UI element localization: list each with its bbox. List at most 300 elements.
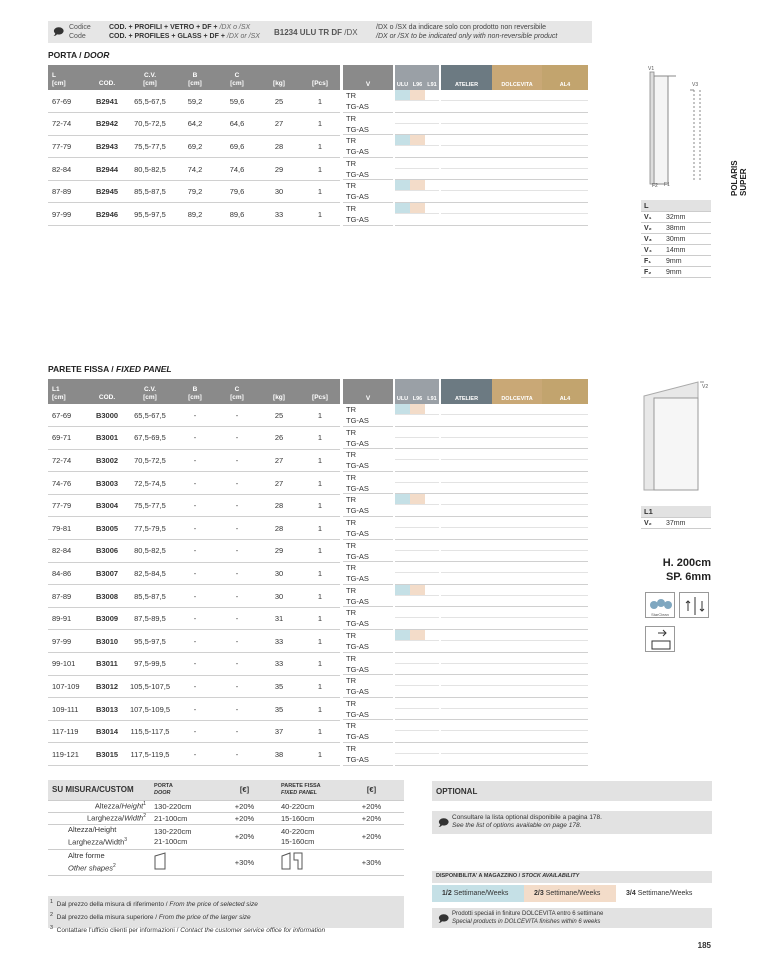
cell-cv: 65,5-67,5 [126, 404, 174, 427]
finish-swatch [542, 653, 588, 664]
cell-kg: 33 [258, 653, 300, 676]
finish-swatch [395, 135, 410, 146]
finish-swatch [542, 404, 588, 415]
finish-header-ulu: ULU [395, 65, 410, 90]
col-c: C [cm] [216, 379, 258, 404]
cell-cv: 97,5-99,5 [126, 653, 174, 676]
glass-options: TR TG-AS [343, 720, 393, 743]
finish-swatch [395, 113, 410, 124]
custom-door-head: PORTA DOOR [150, 780, 212, 800]
finish-swatch [492, 720, 542, 731]
spec-row: V₄ 14mm [641, 245, 711, 256]
spec-row: F₂ 9mm [641, 267, 711, 278]
finish-swatch [410, 743, 425, 754]
cell-cv: 107,5-109,5 [126, 698, 174, 721]
table-row [48, 158, 340, 181]
finish-swatch [542, 675, 588, 686]
finish-swatch [542, 585, 588, 596]
cell-c: 74,6 [216, 158, 258, 181]
col-c: C [cm] [216, 65, 258, 90]
finish-swatch [395, 427, 410, 438]
installation-icon [645, 626, 675, 652]
currency: [€] [212, 780, 277, 800]
cell-cod: B3002 [88, 449, 126, 472]
cell-l: 67-69 [48, 90, 88, 113]
panel-specs [641, 506, 711, 529]
spec-row: V₂ 37mm [641, 518, 711, 529]
glass-options: TR TG-AS [343, 743, 393, 766]
finish-swatch [425, 158, 439, 169]
optional-header: OPTIONAL [432, 781, 712, 801]
cell-b: 59,2 [174, 90, 216, 113]
finish-header-dolcevita: DOLCEVITA [492, 379, 542, 404]
spec-row: F₁ 9mm [641, 256, 711, 267]
glass-options: TR TG-AS [343, 135, 393, 158]
cell-pcs: 1 [300, 675, 340, 698]
finish-swatch [410, 180, 425, 191]
finish-swatch [542, 630, 588, 641]
finish-swatch [441, 517, 492, 528]
finish-swatch [395, 675, 410, 686]
cell-c: - [216, 698, 258, 721]
cell-l: 77-79 [48, 494, 88, 517]
cell-kg: 28 [258, 517, 300, 540]
finish-swatch [425, 203, 439, 214]
cell-kg: 31 [258, 607, 300, 630]
finish-swatch [410, 540, 425, 551]
cell-cod: B2946 [88, 203, 126, 226]
cell-kg: 38 [258, 743, 300, 766]
finish-swatch [425, 675, 439, 686]
table-row [48, 90, 340, 113]
finish-swatch [441, 427, 492, 438]
cell-kg: 26 [258, 427, 300, 450]
cell-l: 69-71 [48, 427, 88, 450]
finish-swatch [441, 630, 492, 641]
finish-swatch [441, 158, 492, 169]
finish-row [395, 630, 588, 653]
cell-pcs: 1 [300, 404, 340, 427]
finish-header-l96: L96 [410, 379, 425, 404]
cell-pcs: 1 [300, 113, 340, 136]
cell-pcs: 1 [300, 158, 340, 181]
svg-text:V3: V3 [692, 82, 699, 88]
cell-b: - [174, 585, 216, 608]
cell-l: 87-89 [48, 180, 88, 203]
col-v: V [343, 65, 393, 90]
cell-l: 72-74 [48, 113, 88, 136]
dolcevita-note: 🗩 Prodotti speciali in finiture DOLCEVITA entro 6 settimane Special products in DOLCEVITA finishes within 6 weeks [432, 908, 712, 928]
code-formula: COD. + PROFILI + VETRO + DF + /DX o /SX COD. + PROFILES + GLASS + DF + /DX or /SX [109, 24, 260, 40]
finish-swatch [410, 562, 425, 573]
finish-swatch [425, 472, 439, 483]
finish-swatch [410, 675, 425, 686]
finish-header-dolcevita: DOLCEVITA [492, 65, 542, 90]
custom-panel-head: PARETE FISSA FIXED PANEL [277, 780, 339, 800]
finish-row [395, 653, 588, 676]
cell-cod: B3010 [88, 630, 126, 653]
finish-swatch [395, 180, 410, 191]
custom-size-table [48, 780, 404, 876]
cell-kg: 30 [258, 180, 300, 203]
glass-options: TR TG-AS [343, 203, 393, 226]
custom-title: SU MISURA/CUSTOM [48, 780, 150, 800]
finish-swatch [425, 562, 439, 573]
finish-swatch [410, 494, 425, 505]
finish-swatch [395, 158, 410, 169]
finish-swatch [542, 449, 588, 460]
cell-cv: 117,5-119,5 [126, 743, 174, 766]
finish-row [395, 743, 588, 766]
cell-cod: B3001 [88, 427, 126, 450]
finish-swatch [395, 449, 410, 460]
finish-row [395, 607, 588, 630]
cell-l: 99-101 [48, 653, 88, 676]
finish-swatch [410, 427, 425, 438]
cell-cv: 82,5-84,5 [126, 562, 174, 585]
col-l1: L1 [cm] [48, 379, 88, 404]
svg-text:V2: V2 [702, 384, 709, 390]
cell-pcs: 1 [300, 494, 340, 517]
cell-l: 79-81 [48, 517, 88, 540]
finish-swatch [410, 607, 425, 618]
finish-swatch [410, 517, 425, 528]
glass-options: TR TG-AS [343, 630, 393, 653]
finish-swatch [395, 472, 410, 483]
finish-swatch [492, 743, 542, 754]
cell-cv: 87,5-89,5 [126, 607, 174, 630]
door-finish-grid [395, 65, 588, 226]
cell-cod: B3011 [88, 653, 126, 676]
cell-kg: 28 [258, 494, 300, 517]
finish-swatch [492, 562, 542, 573]
cell-pcs: 1 [300, 562, 340, 585]
cell-b: 79,2 [174, 180, 216, 203]
cell-b: - [174, 743, 216, 766]
finish-swatch [492, 90, 542, 101]
finish-swatch [395, 743, 410, 754]
finish-row [395, 675, 588, 698]
availability-legend: 1/2 Settimane/Weeks 2/3 Settimane/Weeks 3/4 Settimane/Weeks [432, 885, 712, 902]
spec-head: L1 [641, 506, 711, 518]
finish-swatch [441, 607, 492, 618]
trapezoid-door-shape-icon [154, 852, 166, 870]
cell-b: - [174, 720, 216, 743]
col-cod: COD. [88, 65, 126, 90]
finish-swatch [441, 404, 492, 415]
finish-swatch [542, 698, 588, 709]
finish-swatch [492, 653, 542, 664]
finish-swatch [441, 494, 492, 505]
finish-swatch [492, 698, 542, 709]
finish-row [395, 135, 588, 158]
cell-c: - [216, 720, 258, 743]
glass-options: TR TG-AS [343, 449, 393, 472]
finish-swatch [410, 698, 425, 709]
panel-finish-grid [395, 379, 588, 766]
finish-header-al4: AL4 [542, 65, 588, 90]
glass-options: TR TG-AS [343, 517, 393, 540]
cell-c: - [216, 653, 258, 676]
cell-kg: 33 [258, 630, 300, 653]
glass-options: TR TG-AS [343, 540, 393, 563]
glass-options: TR TG-AS [343, 585, 393, 608]
cell-b: - [174, 427, 216, 450]
cell-kg: 35 [258, 675, 300, 698]
finish-swatch [395, 698, 410, 709]
cell-b: 74,2 [174, 158, 216, 181]
finish-swatch [492, 158, 542, 169]
finish-swatch [542, 90, 588, 101]
table-row [48, 517, 340, 540]
cell-cv: 77,5-79,5 [126, 517, 174, 540]
svg-text:V1: V1 [648, 66, 655, 72]
cell-cv: 95,5-97,5 [126, 630, 174, 653]
cell-cv: 95,5-97,5 [126, 203, 174, 226]
cell-b: - [174, 562, 216, 585]
cell-c: - [216, 743, 258, 766]
cell-b: - [174, 494, 216, 517]
cell-c: - [216, 427, 258, 450]
finish-swatch [425, 427, 439, 438]
custom-row: Larghezza/Width$^2$ 21-100cm +20% 15-160cm +20% [48, 812, 404, 824]
cell-c: - [216, 540, 258, 563]
finish-swatch [492, 449, 542, 460]
cell-c: - [216, 562, 258, 585]
spec-row: V₂ 38mm [641, 223, 711, 234]
panel-section-title: PARETE FISSA / FIXED PANEL [48, 364, 172, 374]
finish-swatch [410, 113, 425, 124]
cell-kg: 25 [258, 404, 300, 427]
finish-row [395, 449, 588, 472]
cell-pcs: 1 [300, 427, 340, 450]
cell-c: - [216, 675, 258, 698]
cell-b: - [174, 630, 216, 653]
availability-header: DISPONIBILITA' A MAGAZZINO / STOCK AVAILABILITY [432, 871, 712, 883]
finish-swatch [441, 180, 492, 191]
cell-pcs: 1 [300, 653, 340, 676]
cell-cod: B3015 [88, 743, 126, 766]
finish-swatch [441, 203, 492, 214]
finish-swatch [492, 404, 542, 415]
cell-b: - [174, 607, 216, 630]
cell-b: - [174, 675, 216, 698]
cell-l: 82-84 [48, 158, 88, 181]
finish-swatch [492, 540, 542, 551]
finish-swatch [425, 698, 439, 709]
finish-swatch [410, 472, 425, 483]
finish-row [395, 562, 588, 585]
cell-pcs: 1 [300, 203, 340, 226]
finish-swatch [441, 562, 492, 573]
cell-b: - [174, 698, 216, 721]
finish-swatch [395, 404, 410, 415]
cell-cod: B3006 [88, 540, 126, 563]
cell-pcs: 1 [300, 472, 340, 495]
finish-swatch [395, 90, 410, 101]
cell-pcs: 1 [300, 90, 340, 113]
cell-l: 119-121 [48, 743, 88, 766]
svg-text:F1: F1 [664, 182, 670, 188]
cell-cv: 70,5-72,5 [126, 113, 174, 136]
col-pcs: [Pcs] [300, 379, 340, 404]
table-row [48, 698, 340, 721]
cell-c: - [216, 472, 258, 495]
cell-cod: B3004 [88, 494, 126, 517]
finish-swatch [542, 180, 588, 191]
finish-swatch [410, 158, 425, 169]
finish-swatch [425, 585, 439, 596]
cell-pcs: 1 [300, 743, 340, 766]
finish-swatch [492, 180, 542, 191]
finish-swatch [441, 449, 492, 460]
cell-l: 97-99 [48, 203, 88, 226]
code-note: /DX o /SX da indicare solo con prodotto non reversibile /DX or /SX to be indicated only with non-reversible product [376, 24, 558, 40]
page-number: 185 [697, 941, 711, 950]
finish-swatch [395, 203, 410, 214]
table-row [48, 494, 340, 517]
finish-swatch [425, 449, 439, 460]
table-row [48, 427, 340, 450]
cell-pcs: 1 [300, 630, 340, 653]
glass-options: TR TG-AS [343, 113, 393, 136]
table-row [48, 607, 340, 630]
cell-cv: 70,5-72,5 [126, 449, 174, 472]
cell-kg: 29 [258, 158, 300, 181]
col-pcs: [Pcs] [300, 65, 340, 90]
door-drawing [640, 62, 715, 192]
chat-note-icon: 🗩 [438, 818, 450, 829]
cell-pcs: 1 [300, 540, 340, 563]
cell-pcs: 1 [300, 517, 340, 540]
finish-row [395, 540, 588, 563]
finish-row [395, 113, 588, 136]
finish-swatch [492, 607, 542, 618]
panel-table [48, 379, 340, 766]
finish-swatch [492, 675, 542, 686]
finish-swatch [425, 720, 439, 731]
cell-l: 107-109 [48, 675, 88, 698]
cell-cod: B2943 [88, 135, 126, 158]
table-row [48, 203, 340, 226]
finish-swatch [425, 180, 439, 191]
finish-swatch [410, 653, 425, 664]
finish-swatch [425, 494, 439, 505]
finish-swatch [425, 404, 439, 415]
cell-cod: B3005 [88, 517, 126, 540]
cell-pcs: 1 [300, 585, 340, 608]
reversible-icon [679, 592, 709, 618]
cell-c: - [216, 607, 258, 630]
starclean-icon: StarClean [645, 592, 675, 618]
table-row [48, 404, 340, 427]
finish-swatch [542, 472, 588, 483]
finish-swatch [425, 653, 439, 664]
cell-c: 64,6 [216, 113, 258, 136]
code-label: Codice Code [69, 24, 91, 40]
cell-pcs: 1 [300, 607, 340, 630]
door-section-title: PORTA / DOOR [48, 50, 110, 60]
finish-swatch [395, 562, 410, 573]
finish-swatch [395, 494, 410, 505]
finish-row [395, 427, 588, 450]
finish-swatch [395, 585, 410, 596]
cell-cod: B3007 [88, 562, 126, 585]
glass-options: TR TG-AS [343, 607, 393, 630]
code-legend-bar [48, 21, 592, 43]
finish-swatch [395, 517, 410, 528]
finish-swatch [395, 630, 410, 641]
col-b: B [cm] [174, 379, 216, 404]
cell-c: 69,6 [216, 135, 258, 158]
finish-swatch [542, 135, 588, 146]
table-row [48, 449, 340, 472]
cell-b: - [174, 653, 216, 676]
finish-swatch [425, 517, 439, 528]
finish-row [395, 698, 588, 721]
finish-swatch [542, 743, 588, 754]
finish-swatch [492, 517, 542, 528]
finish-swatch [441, 675, 492, 686]
glass-options: TR TG-AS [343, 562, 393, 585]
cell-cod: B3009 [88, 607, 126, 630]
cell-b: 64,2 [174, 113, 216, 136]
custom-row: Altezza/Height$^1$ 130-220cm +20% 40-220cm +20% [48, 800, 404, 812]
table-row [48, 630, 340, 653]
finish-swatch [542, 158, 588, 169]
finish-swatch [395, 607, 410, 618]
cell-cod: B2942 [88, 113, 126, 136]
cell-cod: B3012 [88, 675, 126, 698]
finish-swatch [542, 562, 588, 573]
cell-cv: 75,5-77,5 [126, 494, 174, 517]
cell-b: 69,2 [174, 135, 216, 158]
cell-cv: 75,5-77,5 [126, 135, 174, 158]
cell-b: - [174, 472, 216, 495]
cell-cv: 80,5-82,5 [126, 540, 174, 563]
finish-swatch [395, 540, 410, 551]
cell-cv: 85,5-87,5 [126, 180, 174, 203]
cell-cv: 67,5-69,5 [126, 427, 174, 450]
finish-header-ulu: ULU [395, 379, 410, 404]
height-thickness: H. 200cm SP. 6mm [662, 557, 711, 583]
finish-header-l91: L91 [425, 65, 439, 90]
cell-pcs: 1 [300, 720, 340, 743]
finish-swatch [492, 427, 542, 438]
cell-cod: B3013 [88, 698, 126, 721]
cell-b: - [174, 404, 216, 427]
cell-b: - [174, 517, 216, 540]
finish-swatch [441, 113, 492, 124]
finish-swatch [441, 540, 492, 551]
svg-text:F2: F2 [652, 183, 658, 189]
cell-cod: B2945 [88, 180, 126, 203]
cell-kg: 35 [258, 698, 300, 721]
optional-note: 🗩 Consultare la lista optional disponibile a pagina 178. See the list of options available on page 178. [432, 811, 712, 834]
cell-cod: B3008 [88, 585, 126, 608]
spec-row: V₃ 30mm [641, 234, 711, 245]
panel-glass-column [343, 379, 393, 766]
finish-row [395, 720, 588, 743]
table-row [48, 113, 340, 136]
finish-swatch [441, 653, 492, 664]
cell-l: 67-69 [48, 404, 88, 427]
finish-swatch [441, 135, 492, 146]
cell-pcs: 1 [300, 180, 340, 203]
finish-swatch [410, 585, 425, 596]
table-row [48, 720, 340, 743]
glass-options: TR TG-AS [343, 158, 393, 181]
